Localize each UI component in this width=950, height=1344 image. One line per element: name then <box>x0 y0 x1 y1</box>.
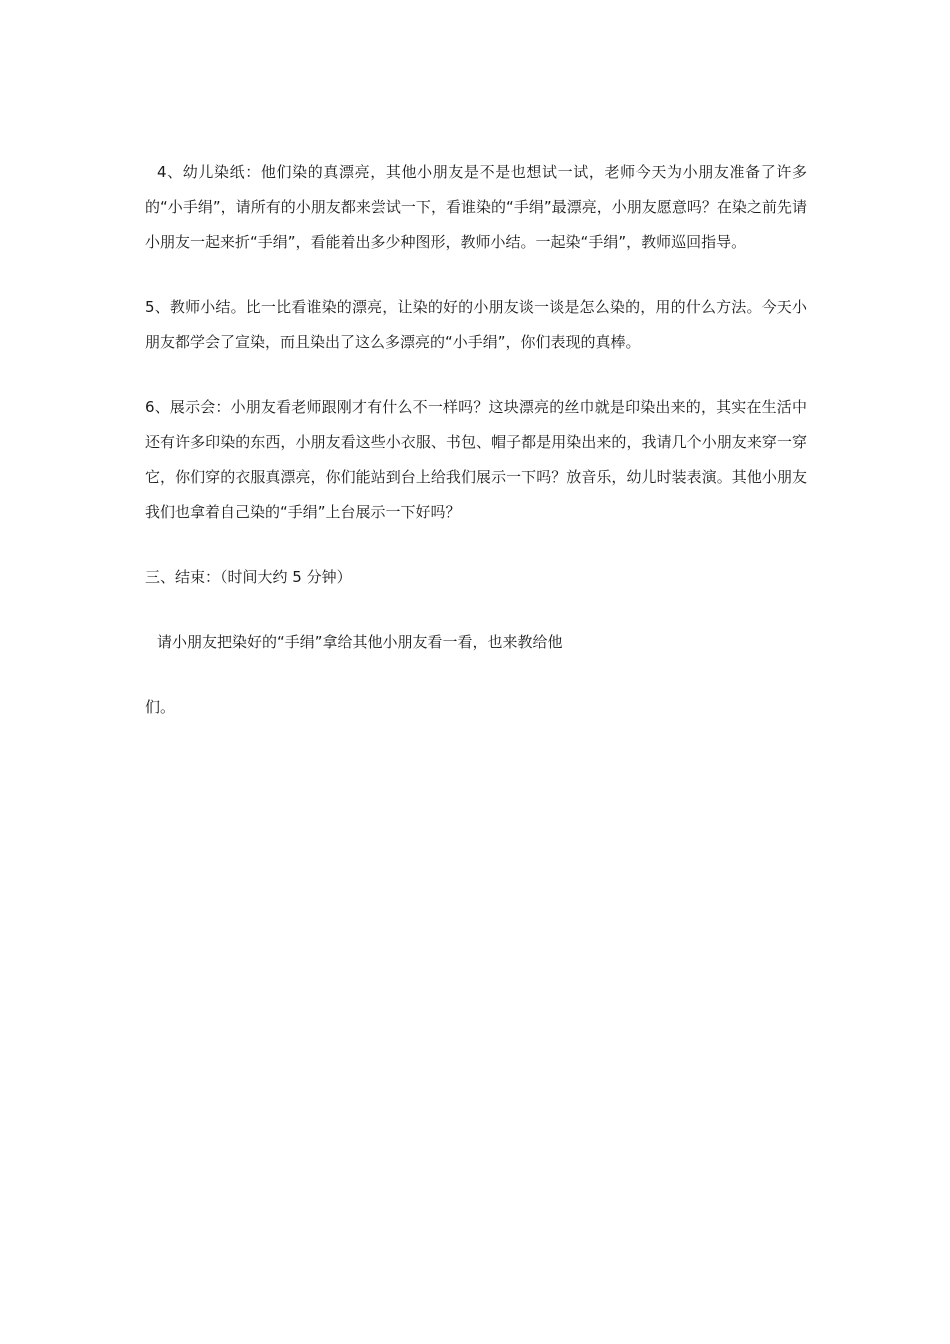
document-body <box>145 155 807 725</box>
paragraph-step-4: 4、幼儿染纸：他们染的真漂亮，其他小朋友是不是也想试一试，老师今天为小朋友准备了许多的“小手绢”，请所有的小朋友都来尝试一下，看谁染的“手绢”最漂亮，小朋友愿意吗？在染之前先请小朋友一起来折“手绢”，看能着出多少种图形，教师小结。一起染“手绢”，教师巡回指导。 <box>145 163 807 251</box>
paragraph-ending-line-1: 请小朋友把染好的“手绢”拿给其他小朋友看一看，也来教给他 <box>157 633 563 651</box>
paragraph-step-6: 6、展示会：小朋友看老师跟刚才有什么不一样吗？这块漂亮的丝巾就是印染出来的，其实在生活中还有许多印染的东西，小朋友看这些小衣服、书包、帽子都是用染出来的，我请几个小朋友来穿一穿它，你们穿的衣服真漂亮，你们能站到台上给我们展示一下吗？放音乐，幼儿时装表演。其他小朋友我们也拿着自己染的“手绢”上台展示一下好吗？ <box>145 398 807 521</box>
paragraph-ending-line-2: 们。 <box>145 698 176 716</box>
section-heading-ending: 三、结束：（时间大约 5 分钟） <box>145 568 352 586</box>
paragraph-step-5: 5、教师小结。比一比看谁染的漂亮，让染的好的小朋友谈一谈是怎么染的，用的什么方法。今天小朋友都学会了宣染，而且染出了这么多漂亮的“小手绢”，你们表现的真棒。 <box>145 298 807 351</box>
